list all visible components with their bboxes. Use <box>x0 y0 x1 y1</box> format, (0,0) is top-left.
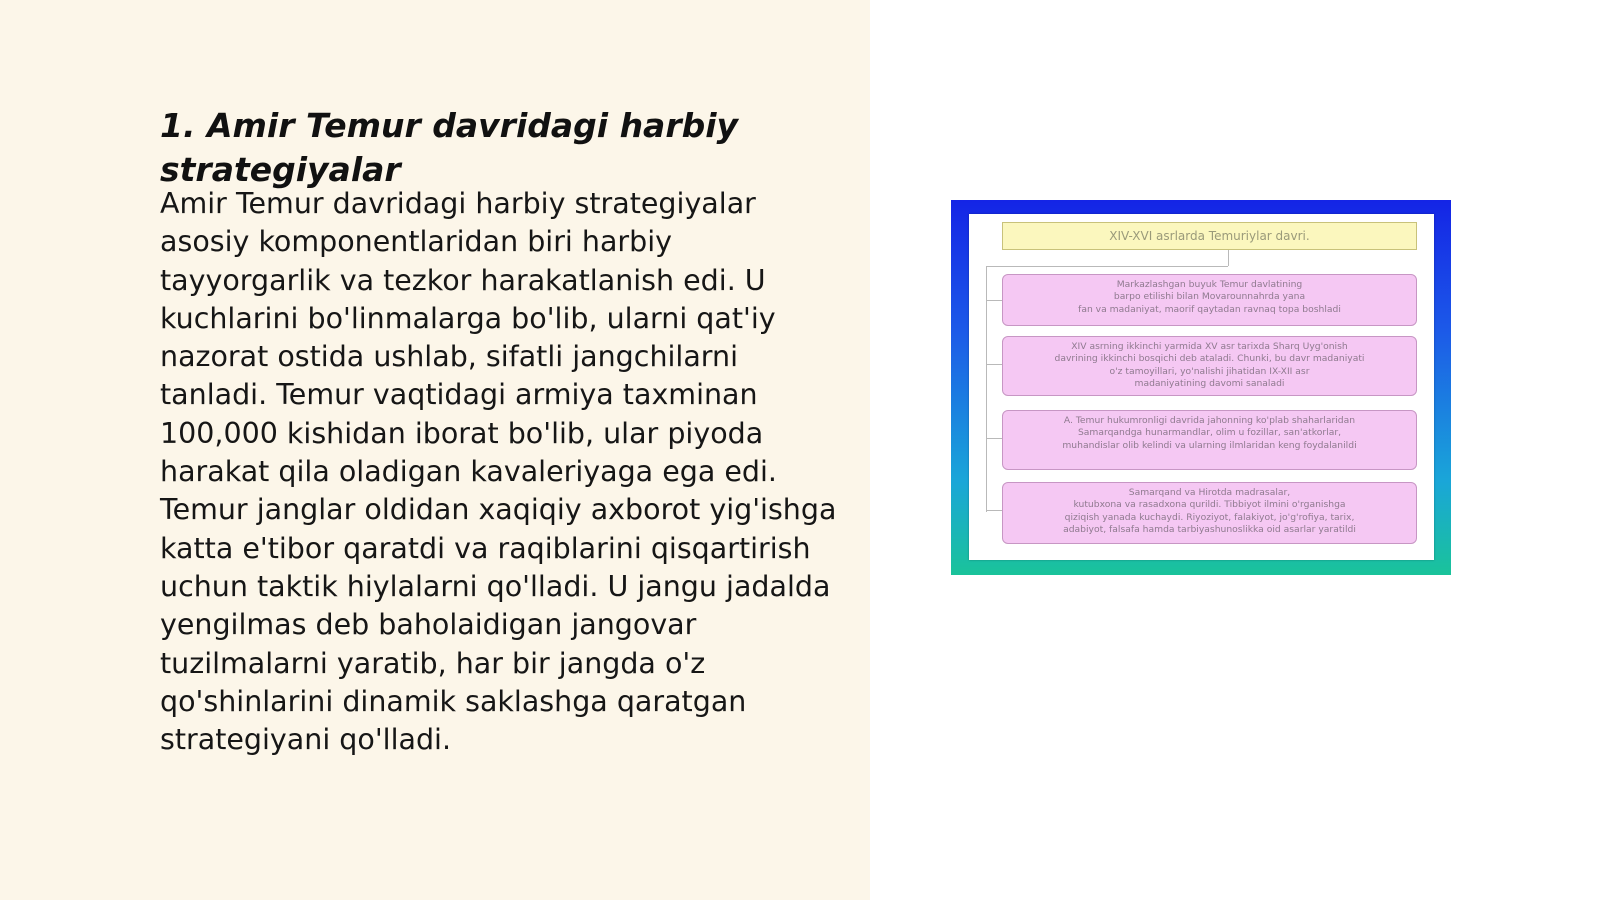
diagram-box <box>1002 336 1417 396</box>
connector-tick <box>986 300 1002 301</box>
slide-title: 1. Amir Temur davridagi harbiy strategiyalar <box>160 106 739 189</box>
diagram-box-line: fan va madaniyat, maorif qaytadan ravnaq topa boshladi <box>1078 303 1341 315</box>
diagram-box-line: A. Temur hukumronligi davrida jahonning ko'plab shaharlaridan <box>1063 415 1356 426</box>
diagram-box <box>1002 274 1417 326</box>
connector-line <box>986 266 1228 267</box>
diagram-box-line: madaniyatining davomi sanaladi <box>1134 378 1285 390</box>
diagram-box-line: barpo etilishi bilan Movarounnahrda yana <box>1113 291 1306 303</box>
connector-tick <box>986 364 1002 365</box>
connector-tick <box>986 510 1002 511</box>
connector-tick <box>986 438 1002 439</box>
diagram-box-line: adabiyot, falsafa hamda tarbiyashunoslikka oid asarlar yaratildi <box>1063 524 1356 536</box>
diagram-box-line: Markazlashgan buyuk Temur davlatining <box>1116 279 1303 290</box>
diagram-image <box>951 200 1451 575</box>
slide-body-text: Amir Temur davridagi harbiy strategiyalar asosiy komponentlaridan biri harbiy tayyorgarlik va tezkor harakatlanish edi. U kuchlarini bo'linmalarga bo'lib, ularni qat'iy nazorat ostida ushlab, sifatli jangchilarni tanladi. Temur vaqtidagi armiya taxminan 100,000 kishidan iborat bo'lib, ular piyoda harakat qila oladigan kavaleriyaga ega edi. Temur janglar oldidan xaqiqiy axborot yig'ishga katta e'tibor qaratdi va raqiblarini qisqartirish uchun taktik hiylalarni qo'lladi. U jangu jadalda yengilmas deb baholaidigan jangovar tuzilmalarni yaratib, har bir jangda o'z qo'shinlarini dinamik saklashga qaratgan strategiyani qo'lladi. <box>160 187 837 757</box>
diagram-box <box>1002 482 1417 544</box>
diagram-box-line: Samarqand va Hirotda madrasalar, <box>1128 487 1291 498</box>
diagram-box-line: davrining ikkinchi bosqichi deb ataladi. Chunki, bu davr madaniyati <box>1054 353 1365 365</box>
connector-line <box>1228 250 1229 266</box>
diagram-box <box>1002 410 1417 470</box>
diagram-box-line: XIV asrning ikkinchi yarmida XV asr tarixda Sharq Uyg'onish <box>1071 341 1348 352</box>
diagram-box-line: muhandislar olib kelindi va ularning ilmlaridan keng foydalanildi <box>1062 439 1357 451</box>
diagram-box-line: kutubxona va rasadxona qurildi. Tibbiyot ilmini o'rganishga <box>1073 499 1346 511</box>
diagram-box-line: o'z tamoyillari, yo'nalishi jihatidan IX-XII asr <box>1109 365 1310 377</box>
diagram-header: XIV-XVI asrlarda Temuriylar davri. <box>1002 222 1417 250</box>
diagram-frame <box>969 214 1434 560</box>
connector-line <box>986 266 987 512</box>
diagram-box-line: Samarqandga hunarmandlar, olim u fozillar, san'atkorlar, <box>1077 427 1342 439</box>
diagram-box-line: qiziqish yanada kuchaydi. Riyoziyot, falakiyot, jo'g'rofiya, tarix, <box>1064 511 1355 523</box>
